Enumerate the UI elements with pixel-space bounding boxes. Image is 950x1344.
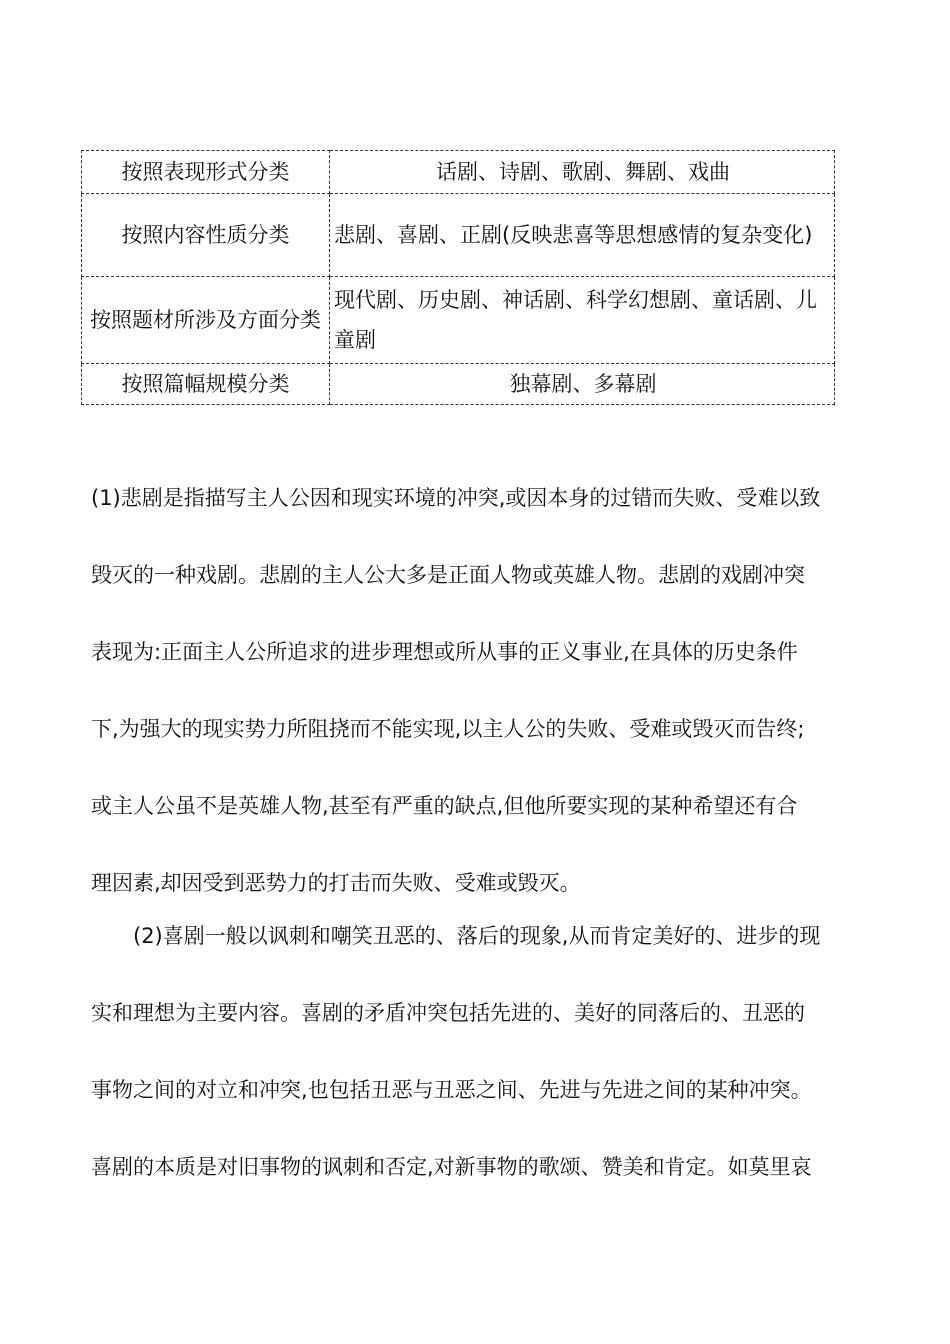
paragraph-line: 毁灭的一种戏剧。悲剧的主人公大多是正面人物或英雄人物。悲剧的戏剧冲突 — [91, 563, 805, 587]
table-cell-value: 悲剧、喜剧、正剧(反映悲喜等思想感情的复杂变化) — [330, 194, 835, 277]
paragraph-line: (1)悲剧是指描写主人公因和现实环境的冲突,或因本身的过错而失败、受难以致 — [91, 486, 821, 510]
table-cell-label: 按照篇幅规模分类 — [82, 364, 330, 405]
table-row — [82, 364, 835, 405]
paragraph-line: 下,为强大的现实势力所阻挠而不能实现,以主人公的失败、受难或毁灭而告终; — [91, 717, 805, 741]
table-row — [82, 151, 835, 194]
table-row — [82, 277, 835, 364]
paragraph-line: 理因素,却因受到恶势力的打击而失败、受难或毁灭。 — [91, 871, 581, 895]
paragraph-tragedy — [91, 460, 863, 922]
table-cell-value: 话剧、诗剧、歌剧、舞剧、戏曲 — [330, 151, 835, 194]
paragraph-line: 或主人公虽不是英雄人物,甚至有严重的缺点,但他所要实现的某种希望还有合 — [91, 794, 798, 818]
paragraph-line: (2)喜剧一般以讽刺和嘲笑丑恶的、落后的现象,从而肯定美好的、进步的现 — [133, 924, 821, 948]
paragraph-comedy — [91, 898, 863, 1206]
table-cell-label: 按照题材所涉及方面分类 — [82, 277, 330, 364]
drama-classification-table — [81, 150, 835, 405]
table-cell-value: 现代剧、历史剧、神话剧、科学幻想剧、童话剧、儿童剧 — [330, 277, 835, 364]
paragraph-line: 表现为:正面主人公所追求的进步理想或所从事的正义事业,在具体的历史条件 — [91, 640, 798, 664]
paragraph-line: 实和理想为主要内容。喜剧的矛盾冲突包括先进的、美好的同落后的、丑恶的 — [91, 1001, 805, 1025]
table-cell-label: 按照内容性质分类 — [82, 194, 330, 277]
paragraph-line: 喜剧的本质是对旧事物的讽刺和否定,对新事物的歌颂、赞美和肯定。如莫里哀 — [91, 1155, 812, 1179]
table-cell-value: 独幕剧、多幕剧 — [330, 364, 835, 405]
table-row — [82, 194, 835, 277]
table-cell-label: 按照表现形式分类 — [82, 151, 330, 194]
paragraph-line: 事物之间的对立和冲突,也包括丑恶与丑恶之间、先进与先进之间的某种冲突。 — [91, 1078, 812, 1102]
